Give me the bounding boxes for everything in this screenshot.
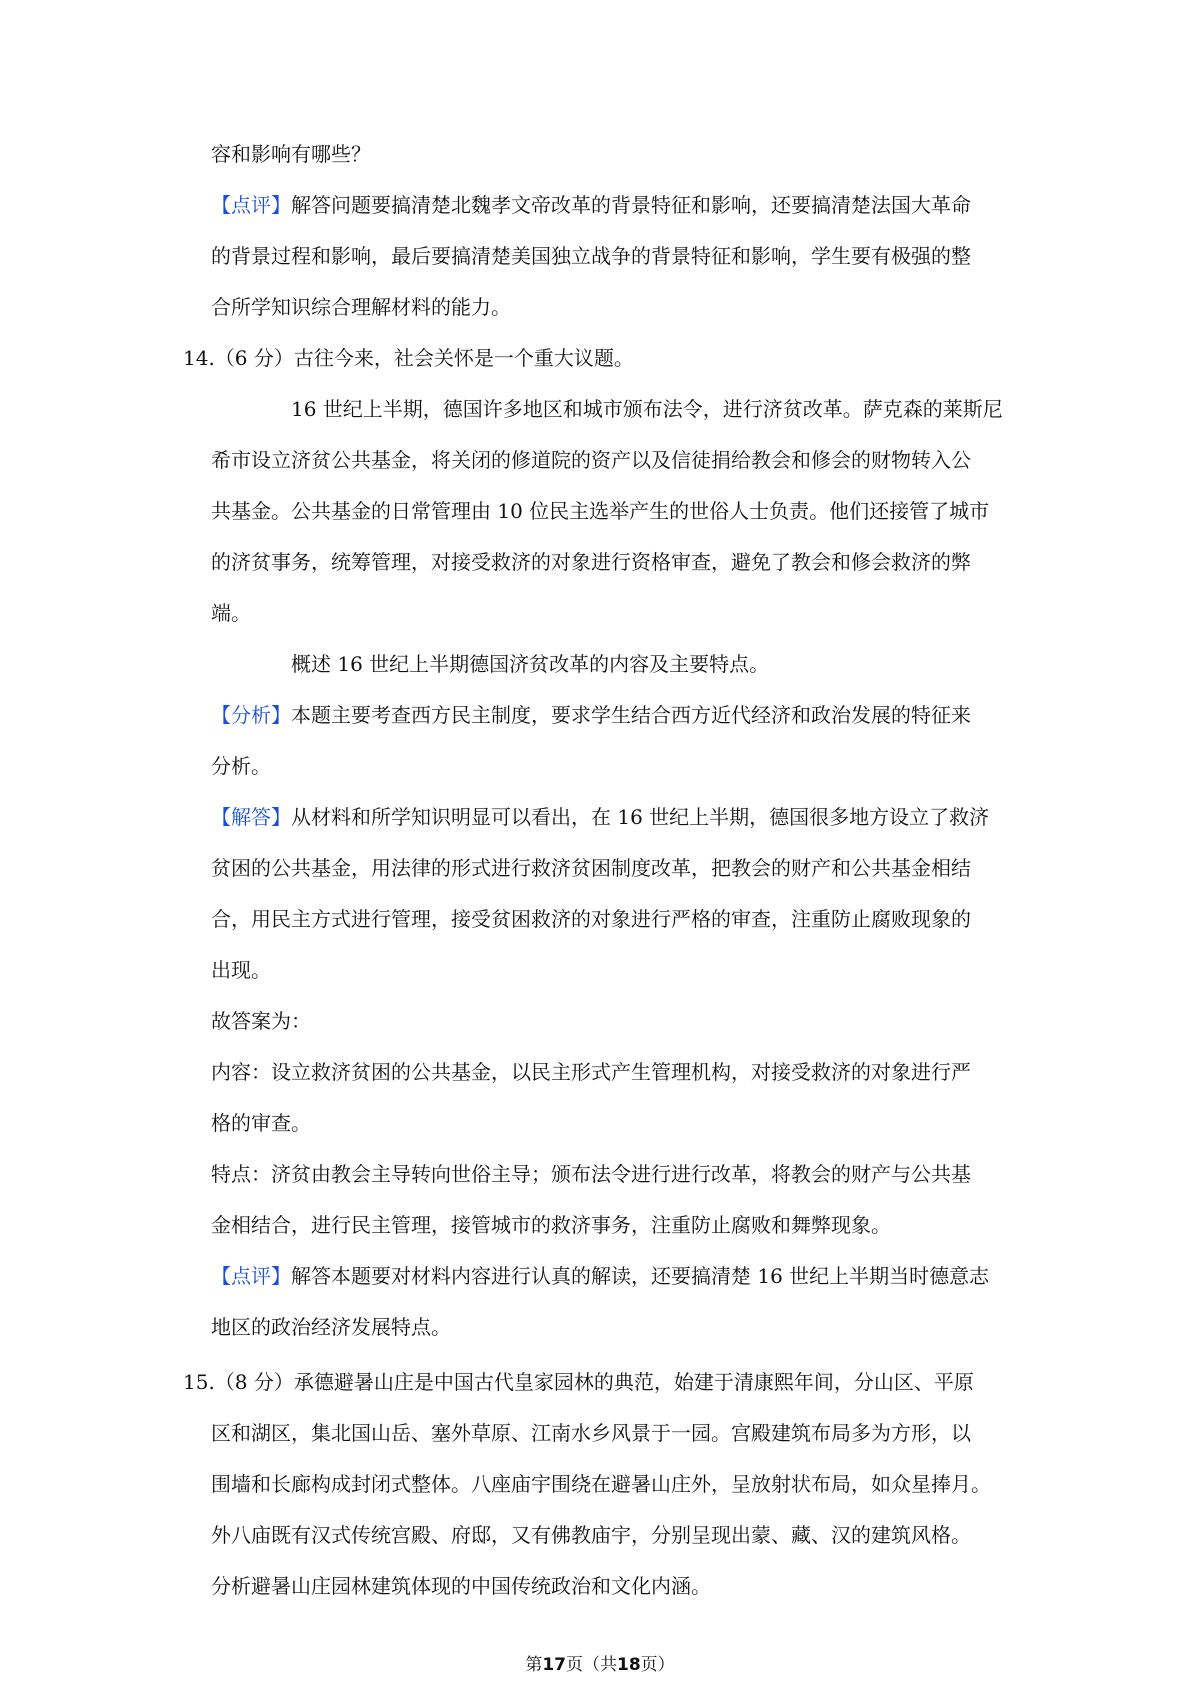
footer-suffix: 页） (640, 1655, 675, 1675)
material-line: 希市设立济贫公共基金，将关闭的修道院的资产以及信徒捐给教会和修会的财物转入公 (211, 448, 971, 472)
text-line: 出现。 (211, 958, 271, 982)
text-line: 地区的政治经济发展特点。 (211, 1315, 451, 1339)
question-heading: 14.（6 分）古往今来，社会关怀是一个重大议题。 (183, 346, 634, 370)
text-line: 容和影响有哪些？ (211, 142, 371, 166)
answer-intro: 故答案为： (211, 1009, 311, 1033)
material-line: 16 世纪上半期，德国许多地区和城市颁布法令，进行济贫改革。萨克森的莱斯尼 (291, 397, 1003, 421)
prev-question-tail (211, 129, 1031, 333)
content-line: 格的审查。 (211, 1111, 311, 1135)
review-tag: 【点评】 (211, 1264, 291, 1288)
question-14-heading (183, 333, 1031, 384)
feature-line: 特点：济贫由教会主导转向世俗主导；颁布法令进行进行改革，将教会的财产与公共基 (211, 1162, 971, 1186)
answer-line (211, 792, 1031, 843)
review-line (211, 180, 1031, 231)
content-line: 内容：设立救济贫困的公共基金，以民主形式产生管理机构，对接受救济的对象进行严 (211, 1060, 971, 1084)
text-line: 解答本题要对材料内容进行认真的解读，还要搞清楚 16 世纪上半期当时德意志 (291, 1264, 990, 1288)
material-line: 的济贫事务，统筹管理，对接受救济的对象进行资格审查，避免了教会和修会救济的弊 (211, 550, 971, 574)
analysis-line (211, 690, 1031, 741)
question-14-solution (211, 690, 1031, 1353)
feature-line: 金相结合，进行民主管理，接管城市的救济事务，注重防止腐败和舞弊现象。 (211, 1213, 891, 1237)
text-line: 区和湖区，集北国山岳、塞外草原、江南水乡风景于一园。宫殿建筑布局多为方形，以 (211, 1421, 971, 1445)
review-tag: 【点评】 (211, 193, 291, 217)
text-line: 围墙和长廊构成封闭式整体。八座庙宇围绕在避暑山庄外，呈放射状布局，如众星捧月。 (211, 1472, 991, 1496)
text-line: 分析。 (211, 754, 271, 778)
material-line: 共基金。公共基金的日常管理由 10 位民主选举产生的世俗人士负责。他们还接管了城市 (211, 499, 990, 523)
question-prompt: 概述 16 世纪上半期德国济贫改革的内容及主要特点。 (291, 652, 770, 676)
footer-mid: 页（共 (566, 1655, 617, 1675)
analysis-tag: 【分析】 (211, 703, 291, 727)
page-footer (0, 1653, 1200, 1677)
footer-prefix: 第 (525, 1655, 543, 1675)
text-line: 合所学知识综合理解材料的能力。 (211, 295, 511, 319)
text-line: 贫困的公共基金，用法律的形式进行救济贫困制度改革，把教会的财产和公共基金相结 (211, 856, 971, 880)
text-line: 从材料和所学知识明显可以看出，在 16 世纪上半期，德国很多地方设立了救济 (291, 805, 990, 829)
text-line: 的背景过程和影响，最后要搞清楚美国独立战争的背景特征和影响，学生要有极强的整 (211, 244, 971, 268)
text-line: 解答问题要搞清楚北魏孝文帝改革的背景特征和影响，还要搞清楚法国大革命 (291, 193, 971, 217)
question-14-material (211, 384, 1031, 690)
question-heading: 15.（8 分）承德避暑山庄是中国古代皇家园林的典范，始建于清康熙年间，分山区、平原 (183, 1370, 974, 1394)
text-line: 合，用民主方式进行管理，接受贫困救济的对象进行严格的审查，注重防止腐败现象的 (211, 907, 971, 931)
text-line: 分析避暑山庄园林建筑体现的中国传统政治和文化内涵。 (211, 1574, 711, 1598)
question-15 (183, 1357, 1031, 1612)
answer-tag: 【解答】 (211, 805, 291, 829)
page-number: 17 (542, 1655, 566, 1675)
text-line: 外八庙既有汉式传统宫殿、府邸，又有佛教庙宇，分别呈现出蒙、藏、汉的建筑风格。 (211, 1523, 971, 1547)
review-line (211, 1251, 1031, 1302)
total-pages: 18 (617, 1655, 641, 1675)
material-line: 端。 (211, 601, 251, 625)
text-line: 本题主要考查西方民主制度，要求学生结合西方近代经济和政治发展的特征来 (291, 703, 971, 727)
